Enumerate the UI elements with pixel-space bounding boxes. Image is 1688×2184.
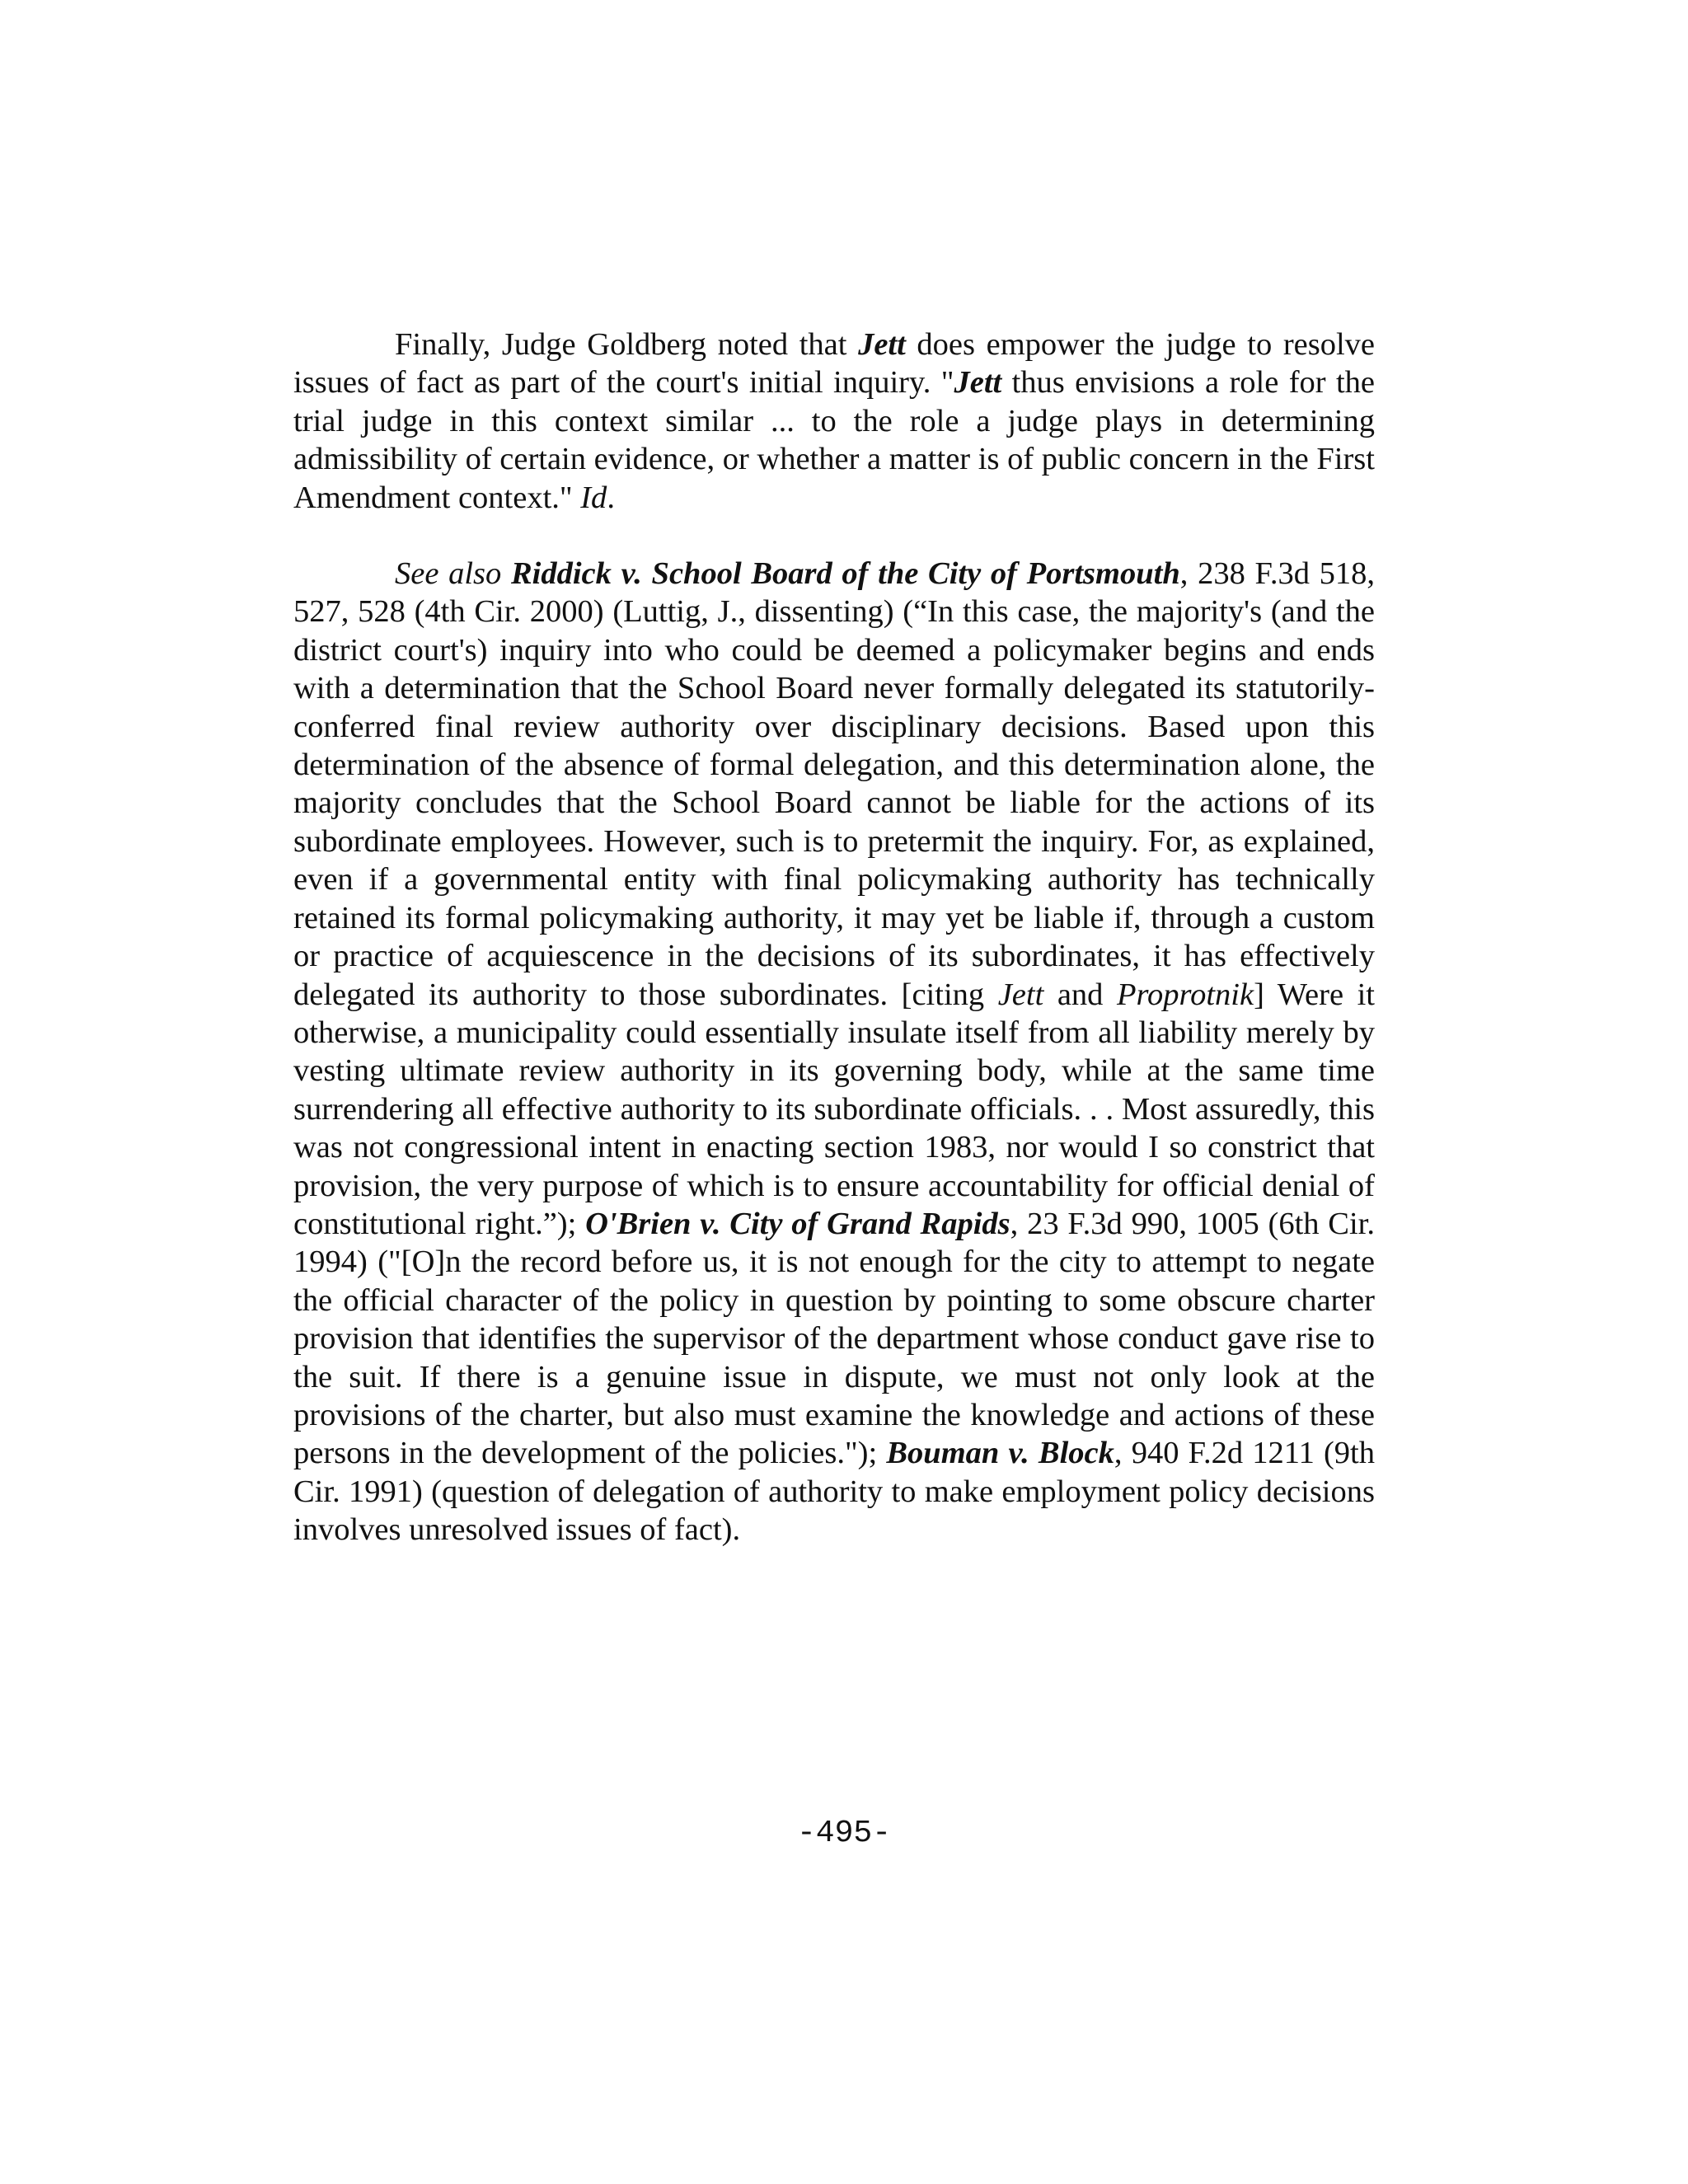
- case-name-riddick: Riddick v. School Board of the City of Portsmouth: [510, 556, 1180, 592]
- text-segment: .: [607, 480, 615, 515]
- case-name-proprotnik: Proprotnik: [1116, 977, 1254, 1012]
- citation-id: Id: [580, 480, 607, 515]
- signal-see-also: See also: [395, 556, 502, 592]
- text-segment: , 23 F.3d 990, 1005 (6th Cir. 1994) ("[O]n the record before us, it is not enough for the city to attempt to negate the official character of the policy in question by pointing to some obscure charter provision that identifies the supervisor of the department whose conduct gave rise to the suit. If there is a genuine issue in dispute, we must not only look at the provisions of the charter, but also must examine the knowledge and actions of these persons in the development of the policies.");: [293, 1206, 1375, 1471]
- case-name-obrien: O'Brien v. City of Grand Rapids: [585, 1206, 1010, 1241]
- case-name-jett: Jett: [997, 977, 1044, 1012]
- case-name-jett: Jett: [858, 327, 906, 362]
- page-number: -495-: [796, 1816, 892, 1851]
- text-segment: and: [1043, 977, 1117, 1012]
- text-segment: ] Were it otherwise, a municipality could essentially insulate itself from all liability merely by vesting ultimate review authority in its governing body, while at the same time surrendering all effective authority to its subordinate officials. . . Most assuredly, this was not congressional intent in enacting section 1983, nor would I so constrict that provision, the very purpose of which is to ensure accountability for official denial of constitutional right.”);: [293, 977, 1375, 1241]
- text-segment: , 940 F.2d 1211 (9th Cir. 1991) (question of delegation of authority to make employment policy decisions involves unresolved issues of fact).: [293, 1436, 1376, 1548]
- case-name-jett: Jett: [954, 365, 1002, 401]
- text-segment: , 238 F.3d 518, 527, 528 (4th Cir. 2000) (Luttig, J., dissenting) (“In this case, the majority's (and the district court's) inquiry into who could be deemed a policymaker begins and ends with a determination that the School Board never formally delegated its statutorily-conferred final review authority over disciplinary decisions. Based upon this determination of the absence of formal delegation, and this determination alone, the majority concludes that the School Board cannot be liable for the actions of its subordinate employees. However, such is to pretermit the inquiry. For, as explained, even if a governmental entity with final policymaking authority has technically retained its formal policymaking authority, it may yet be liable if, through a custom or practice of acquiescence in the decisions of its subordinates, it has effectively delegated its authority to those subordinates. [citing: [293, 556, 1375, 1012]
- text-segment: Finally, Judge Goldberg noted that: [395, 327, 859, 362]
- text-segment: does empower the judge to resolve issues of fact as part of the court's initial inquiry. ": [293, 327, 1375, 401]
- text-segment: thus envisions a role for the trial judge in this context similar ... to the role a judge plays in determining admissibility of certain evidence, or whether a matter is of public concern in the First Amendment context.": [293, 365, 1375, 515]
- page-body: [293, 326, 1375, 1549]
- text-segment: [501, 556, 511, 591]
- paragraph-goldberg: [293, 326, 1375, 517]
- paragraph-see-also: [293, 555, 1375, 1549]
- case-name-bouman: Bouman v. Block: [886, 1436, 1114, 1471]
